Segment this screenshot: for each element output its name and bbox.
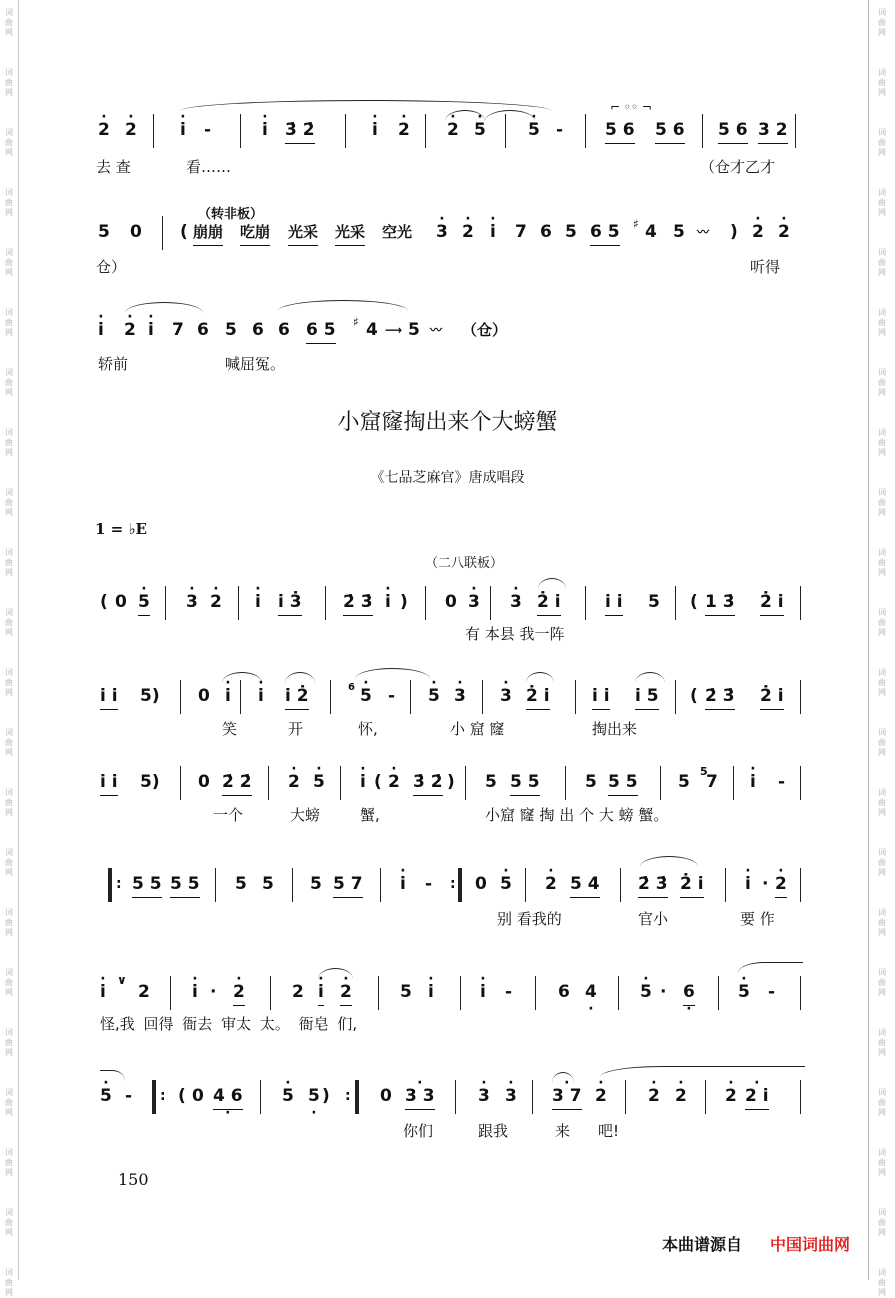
watermark-text: 词 曲 网 xyxy=(5,848,13,877)
score-row-9: · 5 - : ( 0 · 4 6 · 5 · 5 ) : 0 · 3 3 · 3 · 3 · 3 7 · 2 · 2 · 2 · 2 · 2 i xyxy=(0,1086,895,1126)
lyric-5e: 掏出来 xyxy=(592,720,638,738)
watermark-text: 词 曲 网 xyxy=(878,728,886,757)
song-title: 小窟窿掏出来个大螃蟹 xyxy=(337,410,558,435)
lyric-5d: 小 窟 窿 xyxy=(450,720,505,738)
watermark-text: 词 曲 网 xyxy=(878,788,886,817)
watermark-text: 词 曲 网 xyxy=(5,728,13,757)
watermark-text: 词 曲 网 xyxy=(5,1268,13,1297)
watermark-text: 词 曲 网 xyxy=(878,188,886,217)
watermark-text: 词 曲 网 xyxy=(878,668,886,697)
source-label: 本曲谱源自 xyxy=(662,1235,743,1254)
watermark-text: 词 曲 网 xyxy=(878,1148,886,1177)
watermark-text: 词 曲 网 xyxy=(5,188,13,217)
score-row-8: · i ∨ 2 · i · · 2 2 · i · 2 5 · i · i - 6 · 4 · 5 · · 6 · 5 - xyxy=(0,982,895,1022)
lyric-5b: 开 xyxy=(288,720,304,738)
lyric-6d: 小窟 窿 掏 出 个 大 螃 蟹。 xyxy=(485,806,669,824)
watermark-text: 词 曲 网 xyxy=(878,68,886,97)
watermark-text: 词 曲 网 xyxy=(5,128,13,157)
watermark-text: 词 曲 网 xyxy=(5,788,13,817)
lyric-8: 怪,我 回得 衙去 审太 太。 衙皂 们, xyxy=(100,1015,358,1033)
lyric-7c: 要 作 xyxy=(740,910,775,928)
watermark-text: 词 曲 网 xyxy=(5,308,13,337)
watermark-text: 词 曲 网 xyxy=(878,1268,886,1297)
score-row-2: 5 0 ( 崩崩 吃崩 光采 光采 空光 · 3 · 2 · i 7 6 5 6 5 ♯ 4 5 〰 ) · 2 · 2 xyxy=(0,222,895,262)
lyric-4: 有 本县 我一阵 xyxy=(465,625,565,643)
watermark-text: 词 曲 网 xyxy=(5,368,13,397)
watermark-text: 词 曲 网 xyxy=(878,428,886,457)
watermark-text: 词 曲 网 xyxy=(5,908,13,937)
source-credit xyxy=(662,1232,850,1255)
score-row-7: : 5 5 5 5 5 5 5 5 7 · i - : 0 · 5 · 2 5 4 2̇ 3̇ 2̇ i · i · · 2 xyxy=(0,874,895,914)
watermark-text: 词 曲 网 xyxy=(878,248,886,277)
watermark-text: 词 曲 网 xyxy=(878,308,886,337)
lyric-5c: 怀, xyxy=(358,720,378,738)
watermark-text: 词 曲 网 xyxy=(878,608,886,637)
watermark-text: 词 曲 网 xyxy=(5,488,13,517)
lyric-6a: 一个 xyxy=(213,806,244,824)
watermark-text: 词 曲 网 xyxy=(878,908,886,937)
lyric-2b: 听得 xyxy=(750,258,781,276)
watermark-text: 词 曲 网 xyxy=(878,128,886,157)
watermark-text: 词 曲 网 xyxy=(878,1088,886,1117)
watermark-text: 词 曲 网 xyxy=(5,68,13,97)
lyric-9c: 来 xyxy=(555,1122,571,1140)
watermark-text: 词 曲 网 xyxy=(5,8,13,37)
watermark-text: 词 曲 网 xyxy=(5,548,13,577)
page-number: 150 xyxy=(118,1170,149,1189)
lyric-3a: 轿前 xyxy=(98,355,129,373)
source-brand-link[interactable]: 中国词曲网 xyxy=(770,1235,851,1254)
watermark-text: 词 曲 网 xyxy=(5,668,13,697)
watermark-text: 词 曲 网 xyxy=(878,1208,886,1237)
lyric-6b: 大螃 xyxy=(290,806,321,824)
lyric-7a: 别 看我的 xyxy=(497,910,562,928)
watermark-text: 词 曲 网 xyxy=(878,968,886,997)
watermark-text: 词 曲 网 xyxy=(5,1148,13,1177)
song-subtitle: 《七品芝麻官》唐成唱段 xyxy=(370,470,525,486)
watermark-text: 词 曲 网 xyxy=(5,1208,13,1237)
lyric-2a: 仓） xyxy=(96,258,127,276)
lyric-3b: 喊屈冤。 xyxy=(225,355,286,373)
watermark-text: 词 曲 网 xyxy=(878,8,886,37)
lyric-1c: （仓才乙才 xyxy=(700,158,776,176)
lyric-1a: 去 查 xyxy=(96,158,131,176)
lyric-9d: 吧! xyxy=(598,1122,620,1140)
score-row-4: ( 0 · 5 · 3 · 2 · i i 3̇ 2̇ 3̇ · i ) 0 · 3 · 3 2̇ i i i 5 ( 1 3̇ 2̇ i xyxy=(0,592,895,632)
watermark-text: 词 曲 网 xyxy=(5,968,13,997)
watermark-text: 词 曲 网 xyxy=(878,548,886,577)
watermark-text: 词 曲 网 xyxy=(878,488,886,517)
score-row-1: · 2 · 2 · i - · i 3̇ 2̇ · i · 2 · 2 · 5 · 5 - 5 6 5 6 5 6 3 2 ⌐ ◦◦ ¬ xyxy=(0,120,895,160)
watermark-text: 词 曲 网 xyxy=(5,248,13,277)
section-erba: （二八联板） xyxy=(425,556,504,571)
lyric-5a: 笑 xyxy=(222,720,238,738)
score-row-5: i i 5) 0 · i · i i 2̇ 6 · 5 - · 5 · 3 · 3 2̇ i i i i 5 ( 2̇ 3̇ 2̇ i xyxy=(0,686,895,726)
watermark-text: 词 曲 网 xyxy=(878,848,886,877)
score-row-3: · i · 2 · i 7 6 5 6 6 6 5 ♯ 4 ⟶ 5 〰 （仓） xyxy=(0,320,895,360)
lyric-9a: 你们 xyxy=(403,1122,434,1140)
score-row-6: i i 5) 0 2̇ 2̇ · 2 · 5 · i ( · 2 3̇ 2̇ ) 5 5 5 5 5 5 5 5 7 · i - xyxy=(0,772,895,812)
watermark-text: 词 曲 网 xyxy=(878,368,886,397)
watermark-text: 词 曲 网 xyxy=(878,1028,886,1057)
lyric-1b: 看…… xyxy=(186,158,232,176)
watermark-text: 词 曲 网 xyxy=(5,608,13,637)
lyric-7b: 官小 xyxy=(638,910,669,928)
watermark-text: 词 曲 网 xyxy=(5,1088,13,1117)
key-signature: 1 = ♭E xyxy=(95,520,147,538)
lyric-9b: 跟我 xyxy=(478,1122,509,1140)
watermark-text: 词 曲 网 xyxy=(5,1028,13,1057)
watermark-text: 词 曲 网 xyxy=(5,428,13,457)
section-zhuan: （转非板） xyxy=(198,207,264,222)
lyric-6c: 蟹, xyxy=(360,806,380,824)
